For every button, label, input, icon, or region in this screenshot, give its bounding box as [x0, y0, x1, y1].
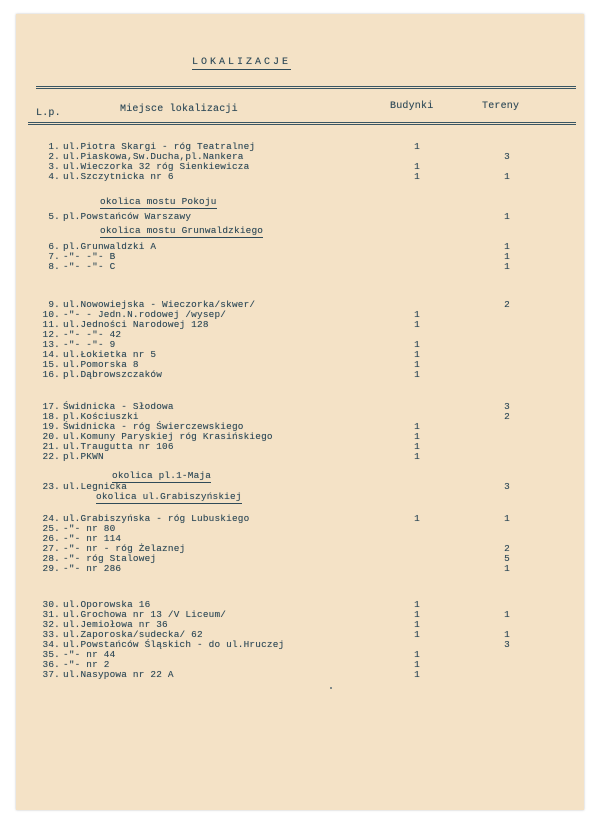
row-lp: 30.	[42, 599, 60, 610]
row-location: ul.Traugutta nr 106	[63, 441, 174, 452]
row-budynki: 1	[414, 599, 420, 610]
header-bottom-rule	[28, 122, 576, 125]
subheading-grabiszynska: okolica ul.Grabiszyńskiej	[96, 491, 242, 502]
row-lp: 37.	[42, 669, 60, 680]
row-location: Świdnicka - róg Świerczewskiego	[63, 421, 244, 432]
row-budynki: 1	[414, 669, 420, 680]
row-tereny: 2	[504, 543, 510, 554]
row-location: ul.Grochowa nr 13 /V Liceum/	[63, 609, 227, 620]
row-location: -"- róg Stalowej	[63, 553, 157, 564]
row-tereny: 2	[504, 299, 510, 310]
row-budynki: 1	[414, 451, 420, 462]
row-location: -"- - Jedn.N.rodowej /wysep/	[63, 309, 227, 320]
row-tereny: 1	[504, 609, 510, 620]
row-location: ul.Nasypowa nr 22 A	[63, 669, 174, 680]
row-location: -"- nr 114	[63, 533, 122, 544]
row-lp: 11.	[42, 319, 60, 330]
row-lp: 29.	[42, 563, 60, 574]
row-tereny: 2	[504, 411, 510, 422]
row-location: ul.Nowowiejska - Wieczorka/skwer/	[63, 299, 256, 310]
row-budynki: 1	[414, 441, 420, 452]
row-location: ul.Powstańców Śląskich - do ul.Hruczej	[63, 639, 285, 650]
row-location: -"- -"- 42	[63, 329, 122, 340]
row-lp: 32.	[42, 619, 60, 630]
row-lp: 28.	[42, 553, 60, 564]
row-budynki: 1	[414, 141, 420, 152]
row-lp: 19.	[42, 421, 60, 432]
row-lp: 15.	[42, 359, 60, 370]
row-location: ul.Szczytnicka nr 6	[63, 171, 174, 182]
row-lp: 10.	[42, 309, 60, 320]
row-lp: 27.	[42, 543, 60, 554]
row-tereny: 5	[504, 553, 510, 564]
row-lp: 16.	[42, 369, 60, 380]
subheading-most-grunwaldzki: okolica mostu Grunwaldzkiego	[100, 225, 264, 236]
row-lp: 31.	[42, 609, 60, 620]
row-budynki: 1	[414, 171, 420, 182]
row-location: pl.PKWN	[63, 451, 104, 462]
row-budynki: 1	[414, 319, 420, 330]
row-lp: 3.	[48, 161, 60, 172]
row-budynki: 1	[414, 629, 420, 640]
row-lp: 1.	[48, 141, 60, 152]
row-lp: 9.	[48, 299, 60, 310]
row-location: ul.Piaskowa,Sw.Ducha,pl.Nankera	[63, 151, 244, 162]
row-tereny: 1	[504, 513, 510, 524]
row-lp: 12.	[42, 329, 60, 340]
row-lp: 25.	[42, 523, 60, 534]
row-budynki: 1	[414, 421, 420, 432]
row-lp: 6.	[48, 241, 60, 252]
row-budynki: 1	[414, 513, 420, 524]
row-budynki: 1	[414, 359, 420, 370]
row-tereny: 1	[504, 261, 510, 272]
row-lp: 8.	[48, 261, 60, 272]
row-location: -"- nr - róg Żelaznej	[63, 543, 186, 554]
row-lp: 13.	[42, 339, 60, 350]
header-budynki: Budynki	[390, 101, 434, 112]
row-lp: 23.	[42, 481, 60, 492]
row-location: ul.Wieczorka 32 róg Sienkiewicza	[63, 161, 250, 172]
row-lp: 36.	[42, 659, 60, 670]
row-tereny: 3	[504, 401, 510, 412]
row-lp: 2.	[48, 151, 60, 162]
row-location: ul.Komuny Paryskiej róg Krasińskiego	[63, 431, 273, 442]
row-tereny: 1	[504, 211, 510, 222]
row-location: ul.Legnicka	[63, 481, 128, 492]
row-budynki: 1	[414, 619, 420, 630]
row-budynki: 1	[414, 431, 420, 442]
row-lp: 24.	[42, 513, 60, 524]
row-lp: 17.	[42, 401, 60, 412]
row-location: ul.Łokietka nr 5	[63, 349, 157, 360]
row-lp: 33.	[42, 629, 60, 640]
row-location: -"- -"- 9	[63, 339, 116, 350]
row-location: -"- nr 44	[63, 649, 116, 660]
row-tereny: 1	[504, 563, 510, 574]
row-lp: 5.	[48, 211, 60, 222]
row-lp: 34.	[42, 639, 60, 650]
row-location: pl.Kościuszki	[63, 411, 139, 422]
row-budynki: 1	[414, 649, 420, 660]
row-location: pl.Dąbrowszczaków	[63, 369, 163, 380]
row-lp: 35.	[42, 649, 60, 660]
row-budynki: 1	[414, 369, 420, 380]
row-tereny: 3	[504, 481, 510, 492]
row-location: ul.Pomorska 8	[63, 359, 139, 370]
row-budynki: 1	[414, 161, 420, 172]
row-location: ul.Jedności Narodowej 128	[63, 319, 209, 330]
header-lp: L.p.	[36, 108, 61, 119]
row-tereny: 3	[504, 639, 510, 650]
row-tereny: 1	[504, 241, 510, 252]
page-title: LOKALIZACJE	[192, 57, 292, 68]
row-lp: 20.	[42, 431, 60, 442]
document-page	[16, 14, 584, 810]
row-budynki: 1	[414, 309, 420, 320]
row-location: pl.Powstańców Warszawy	[63, 211, 192, 222]
row-location: ul.Grabiszyńska - róg Lubuskiego	[63, 513, 250, 524]
row-budynki: 1	[414, 659, 420, 670]
row-lp: 7.	[48, 251, 60, 262]
row-location: -"- nr 286	[63, 563, 122, 574]
row-tereny: 1	[504, 629, 510, 640]
row-lp: 18.	[42, 411, 60, 422]
row-tereny: 1	[504, 171, 510, 182]
header-tereny: Tereny	[482, 101, 520, 112]
row-lp: 4.	[48, 171, 60, 182]
ink-speck	[330, 687, 332, 689]
row-location: ul.Jemiołowa nr 36	[63, 619, 168, 630]
row-location: ul.Zaporoska/sudecka/ 62	[63, 629, 203, 640]
row-location: ul.Piotra Skargi - róg Teatralnej	[63, 141, 256, 152]
header-miejsce: Miejsce lokalizacji	[120, 104, 238, 115]
row-budynki: 1	[414, 609, 420, 620]
row-lp: 26.	[42, 533, 60, 544]
row-location: Świdnicka - Słodowa	[63, 401, 174, 412]
row-lp: 22.	[42, 451, 60, 462]
row-budynki: 1	[414, 349, 420, 360]
subheading-pl-1-maja: okolica pl.1-Maja	[112, 470, 212, 481]
row-budynki: 1	[414, 339, 420, 350]
row-location: pl.Grunwaldzki A	[63, 241, 157, 252]
row-location: ul.Oporowska 16	[63, 599, 151, 610]
row-tereny: 1	[504, 251, 510, 262]
row-tereny: 3	[504, 151, 510, 162]
row-lp: 21.	[42, 441, 60, 452]
subheading-most-pokoju: okolica mostu Pokoju	[100, 196, 217, 207]
row-location: -"- -"- C	[63, 261, 116, 272]
row-location: -"- nr 80	[63, 523, 116, 534]
row-lp: 14.	[42, 349, 60, 360]
row-location: -"- -"- B	[63, 251, 116, 262]
header-top-rule	[36, 86, 576, 89]
row-location: -"- nr 2	[63, 659, 110, 670]
